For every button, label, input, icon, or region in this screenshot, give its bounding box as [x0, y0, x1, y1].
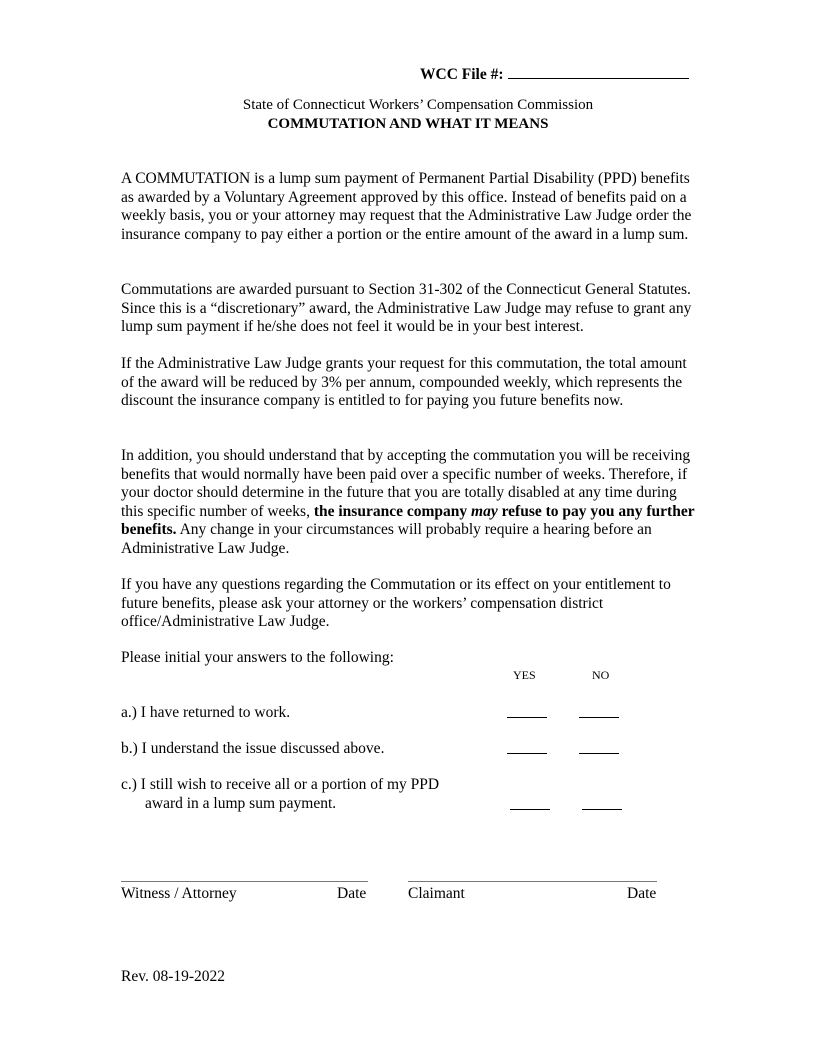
question-c-no-initial[interactable]: [582, 808, 622, 810]
question-b: b.) I understand the issue discussed above.: [121, 740, 385, 757]
question-c-yes-initial[interactable]: [510, 808, 550, 810]
wcc-file-number: [420, 64, 700, 84]
question-b-no-initial[interactable]: [579, 752, 619, 754]
question-c: [121, 775, 439, 813]
paragraph-commutation-definition: A COMMUTATION is a lump sum payment of Permanent Partial Disability (PPD) benefits as awarded by a Voluntary Agreement approved by this office. Instead of benefits paid on a weekly basis, you or your attorney may request that the Administrative Law Judge order the insurance company to pay either a portion or the entire amount of the award in a lump sum.: [121, 170, 692, 243]
p4-text-start: In addition, you should understand that by accepting the commutation you will be receiving benefits that would normally have been paid over a specific number of weeks. Therefore, if your doctor should determine in the future that you are totally disabled at any time during this specific number of weeks,: [121, 447, 691, 520]
question-a-no-initial[interactable]: [579, 716, 619, 718]
claimant-signature-line[interactable]: [408, 881, 657, 882]
claimant-date-label: Date: [627, 885, 657, 902]
document-title: COMMUTATION AND WHAT IT MEANS: [267, 116, 549, 132]
column-header-yes: YES: [513, 668, 536, 682]
paragraph-questions: If you have any questions regarding the Commutation or its effect on your entitlement to future benefits, please ask your attorney or the workers’ compensation district office/Administrative Law Judge.: [121, 576, 671, 630]
witness-date-label: Date: [337, 885, 367, 902]
p4-bold-italic: may: [471, 502, 498, 520]
claimant-label: Claimant: [408, 885, 465, 902]
witness-signature-line[interactable]: [121, 881, 368, 882]
paragraph-statute: Commutations are awarded pursuant to Section 31-302 of the Connecticut General Statutes. Since this is a “discretionary” award, the Administrative Law Judge may refuse to grant any lump sum payment if he/she does not feel it would be in your best interest.: [121, 281, 692, 335]
column-header-no: NO: [592, 668, 610, 682]
question-b-yes-initial[interactable]: [507, 752, 547, 754]
paragraph-instructions: Please initial your answers to the following:: [121, 649, 394, 666]
paragraph-future-benefits: [121, 447, 701, 558]
question-c-line2: award in a lump sum payment.: [145, 795, 337, 812]
file-number-field[interactable]: [508, 64, 689, 79]
question-a-yes-initial[interactable]: [507, 716, 547, 718]
revision-date: Rev. 08-19-2022: [121, 968, 226, 985]
p4-text-end: Any change in your circumstances will probably require a hearing before an Administrative Law Judge.: [121, 521, 652, 557]
question-a: a.) I have returned to work.: [121, 704, 291, 721]
question-c-line1: c.) I still wish to receive all or a portion of my PPD: [121, 776, 440, 793]
agency-name: State of Connecticut Workers’ Compensation Commission: [242, 97, 594, 113]
paragraph-discount: If the Administrative Law Judge grants your request for this commutation, the total amount of the award will be reduced by 3% per annum, compounded weekly, which represents the discount the insurance company is entitled to for paying you future benefits now.: [121, 355, 687, 409]
witness-label: Witness / Attorney: [121, 885, 237, 902]
p4-bold-a: the insurance company: [313, 502, 468, 520]
file-number-label: WCC File #:: [420, 66, 504, 83]
p4-bold-b: refuse to pay you any further benefits.: [121, 502, 695, 538]
